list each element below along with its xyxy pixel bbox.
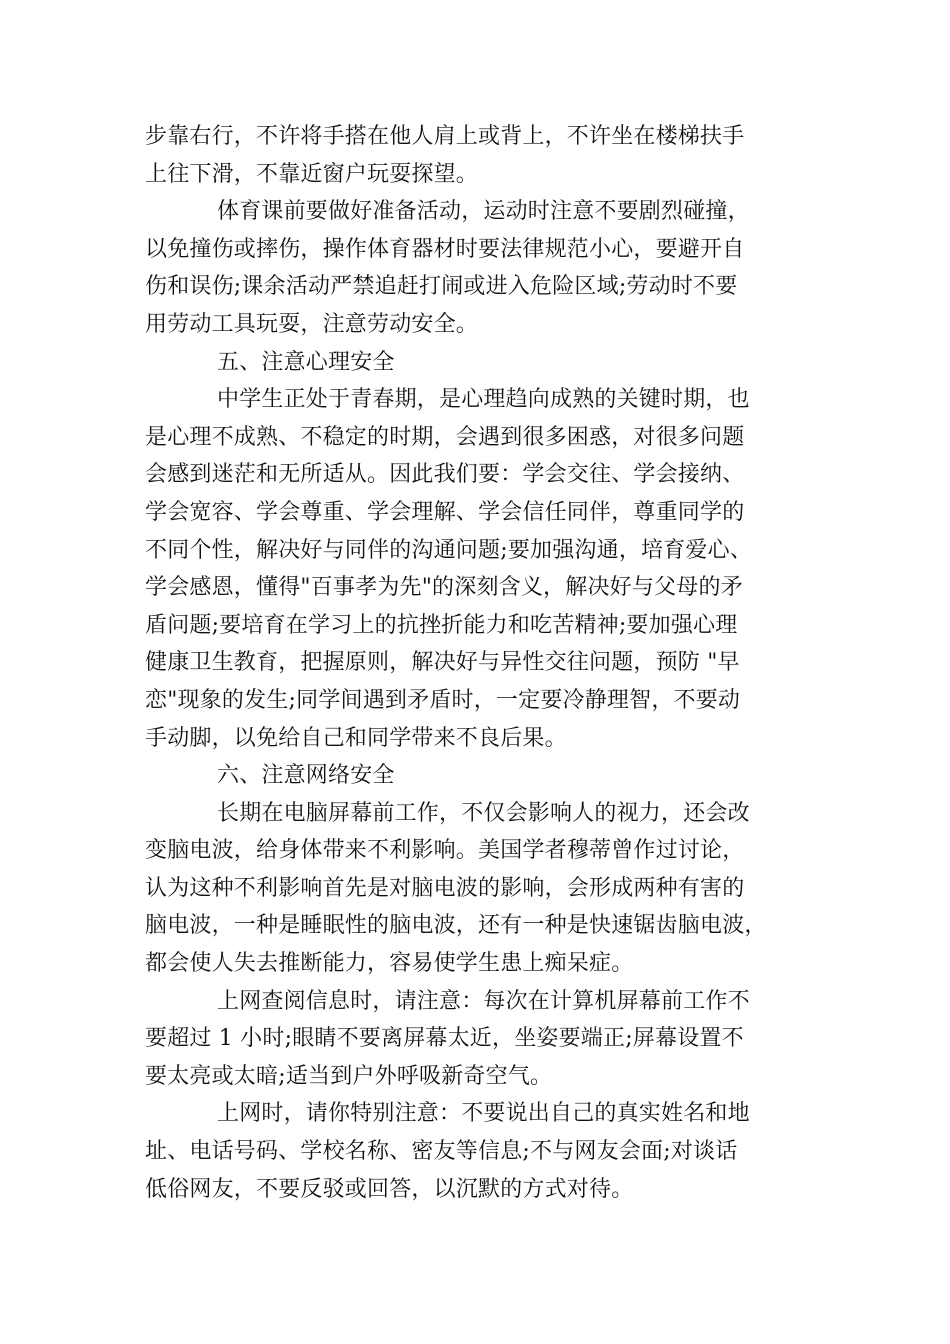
text-line: 以免撞伤或摔伤，操作体育器材时要法律规范小心，要避开自 <box>145 236 745 262</box>
text-line: 认为这种不利影响首先是对脑电波的影响，会形成两种有害的 <box>145 875 745 901</box>
text-line: 用劳动工具玩耍，注意劳动安全。 <box>145 311 479 337</box>
text-line: 手动脚，以免给自己和同学带来不良后果。 <box>145 725 567 751</box>
text-line: 要太亮或太暗;适当到户外呼吸新奇空气。 <box>145 1063 553 1089</box>
document-body <box>145 118 805 1208</box>
text-line: 长期在电脑屏幕前工作，不仅会影响人的视力，还会改 <box>217 800 750 826</box>
text-line: 低俗网友，不要反驳或回答，以沉默的方式对待。 <box>145 1176 634 1202</box>
text-line: 中学生正处于青春期，是心理趋向成熟的关键时期，也 <box>217 387 750 413</box>
text-line: 变脑电波，给身体带来不利影响。美国学者穆蒂曾作过讨论， <box>145 838 745 864</box>
text-line: 学会感恩，懂得"百事孝为先"的深刻含义，解决好与父母的矛 <box>145 575 743 601</box>
text-line: 址、电话号码、学校名称、密友等信息;不与网友会面;对谈话 <box>145 1139 738 1165</box>
text-line: 学会宽容、学会尊重、学会理解、学会信任同伴，尊重同学的 <box>145 499 745 525</box>
text-line: 会感到迷茫和无所适从。因此我们要：学会交往、学会接纳、 <box>145 462 745 488</box>
text-line: 伤和误伤;课余活动严禁追赶打闹或进入危险区域;劳动时不要 <box>145 274 738 300</box>
text-line: 体育课前要做好准备活动，运动时注意不要剧烈碰撞， <box>217 199 750 225</box>
text-line: 步靠右行，不许将手搭在他人肩上或背上，不许坐在楼梯扶手 <box>145 124 745 149</box>
text-line: 脑电波，一种是睡眠性的脑电波，还有一种是快速锯齿脑电波， <box>145 913 767 939</box>
section-heading: 五、注意心理安全 <box>217 349 395 375</box>
text-line: 不同个性，解决好与同伴的沟通问题;要加强沟通，培育爱心、 <box>145 537 753 563</box>
text-line: 上网查阅信息时，请注意：每次在计算机屏幕前工作不 <box>217 988 750 1014</box>
text-line: 上网时，请你特别注意：不要说出自己的真实姓名和地 <box>217 1101 750 1127</box>
text-line: 盾问题;要培育在学习上的抗挫折能力和吃苦精神;要加强心理 <box>145 612 738 638</box>
text-line: 恋"现象的发生;同学间遇到矛盾时，一定要冷静理智，不要动 <box>145 687 741 713</box>
text-line: 健康卫生教育，把握原则，解决好与异性交往问题，预防 "早 <box>145 650 740 676</box>
text-line: 要超过 1 小时;眼睛不要离屏幕太近，坐姿要端正;屏幕设置不 <box>145 1026 744 1052</box>
text-line: 是心理不成熟、不稳定的时期，会遇到很多困惑，对很多问题 <box>145 424 745 450</box>
section-heading: 六、注意网络安全 <box>217 763 395 789</box>
text-line: 上往下滑，不靠近窗户玩耍探望。 <box>145 161 479 187</box>
text-line: 都会使人失去推断能力，容易使学生患上痴呆症。 <box>145 951 634 977</box>
